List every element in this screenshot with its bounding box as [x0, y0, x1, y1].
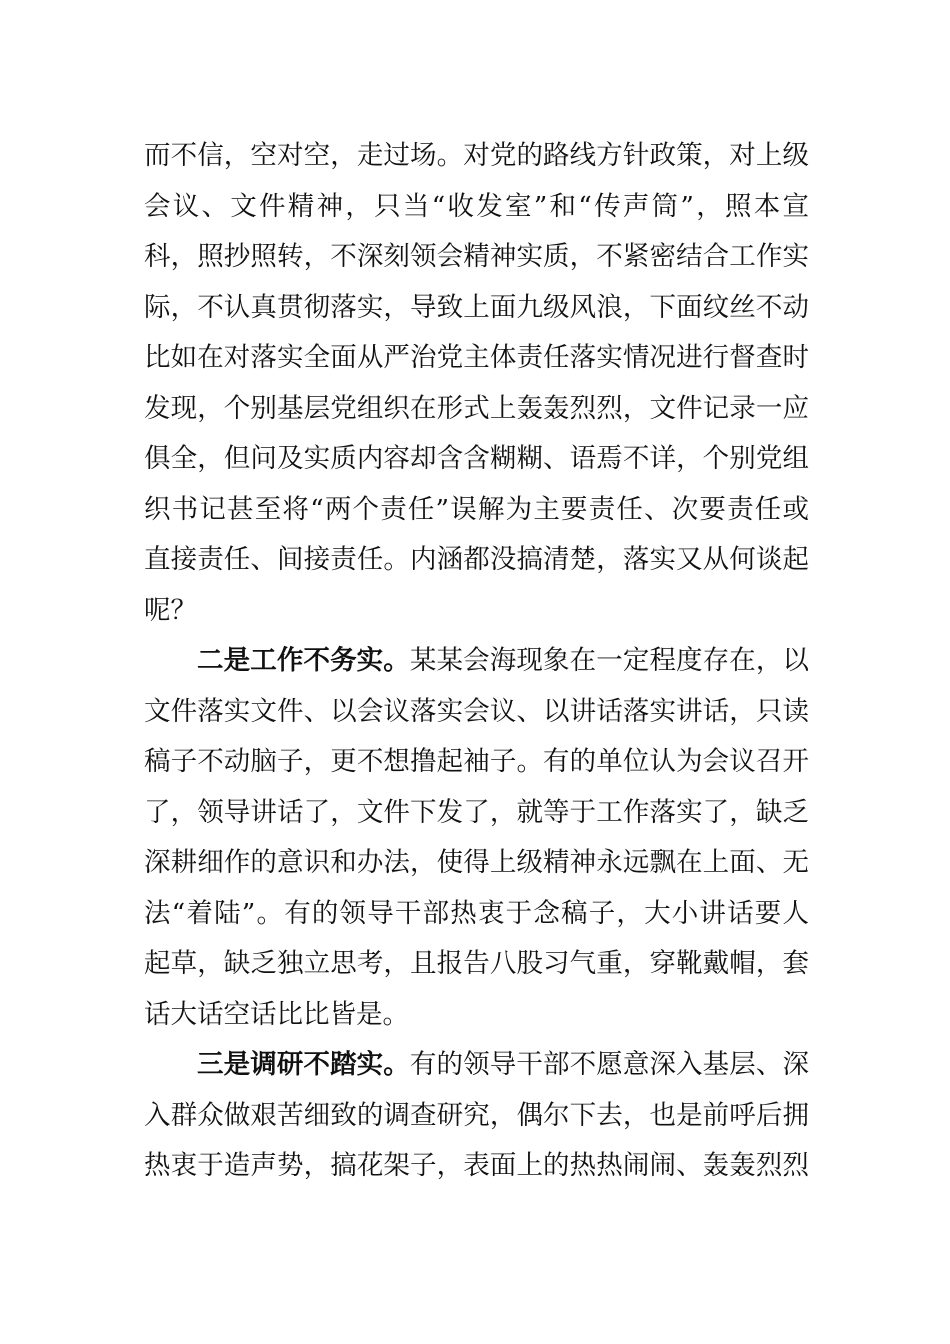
paragraph-1	[144, 131, 809, 636]
text-line: 了，领导讲话了，文件下发了，就等于工作落实了，缺乏	[144, 796, 809, 828]
text-line: 科，照抄照转，不深刻领会精神实质，不紧密结合工作实	[144, 241, 809, 272]
text-line: 法“着陆”。有的领导干部热衷于念稿子，大小讲话要人	[144, 897, 809, 929]
text-line: 起草，缺乏独立思考，且报告八股习气重，穿靴戴帽，套	[144, 948, 809, 979]
text-line: 稿子不动脑子，更不想撸起袖子。有的单位认为会议召开	[144, 746, 809, 777]
body-text	[144, 131, 809, 1192]
paragraph-first-line	[144, 1040, 809, 1091]
text-line: 织书记甚至将“两个责任”误解为主要责任、次要责任或	[144, 493, 809, 525]
paragraph-3	[144, 1040, 809, 1192]
paragraph-first-line	[144, 636, 809, 687]
text-line: 深耕细作的意识和办法，使得上级精神永远飘在上面、无	[144, 847, 809, 878]
text-line: 直接责任、间接责任。内涵都没搞清楚，落实又从何谈起	[144, 544, 809, 575]
paragraph-lead-heading: 二是工作不务实。	[197, 645, 410, 676]
text-line: 呢？	[144, 594, 197, 626]
text-line: 比如在对落实全面从严治党主体责任落实情况进行督查时	[144, 342, 809, 373]
text-line: 文件落实文件、以会议落实会议、以讲话落实讲话，只读	[144, 695, 809, 727]
paragraph-first-line-text: 某某会海现象在一定程度存在，以	[409, 645, 810, 676]
text-line: 而不信，空对空，走过场。对党的路线方针政策，对上级	[144, 140, 809, 171]
text-line: 会议、文件精神，只当“收发室”和“传声筒”，照本宣	[144, 190, 809, 222]
text-line: 热衷于造声势，搞花架子，表面上的热热闹闹、轰轰烈烈	[144, 1150, 809, 1181]
paragraph-first-line-text: 有的领导干部不愿意深入基层、深	[409, 1049, 810, 1080]
paragraph-lead-heading: 三是调研不踏实。	[197, 1049, 410, 1080]
text-line: 俱全，但问及实质内容却含含糊糊、语焉不详，个别党组	[144, 443, 809, 474]
text-line: 际，不认真贯彻落实，导致上面九级风浪，下面纹丝不动	[144, 291, 809, 323]
text-line: 话大话空话比比皆是。	[144, 998, 409, 1030]
paragraph-2	[144, 636, 809, 1040]
text-line: 入群众做艰苦细致的调查研究，偶尔下去，也是前呼后拥	[144, 1099, 809, 1131]
text-line: 发现，个别基层党组织在形式上轰轰烈烈，文件记录一应	[144, 392, 809, 424]
